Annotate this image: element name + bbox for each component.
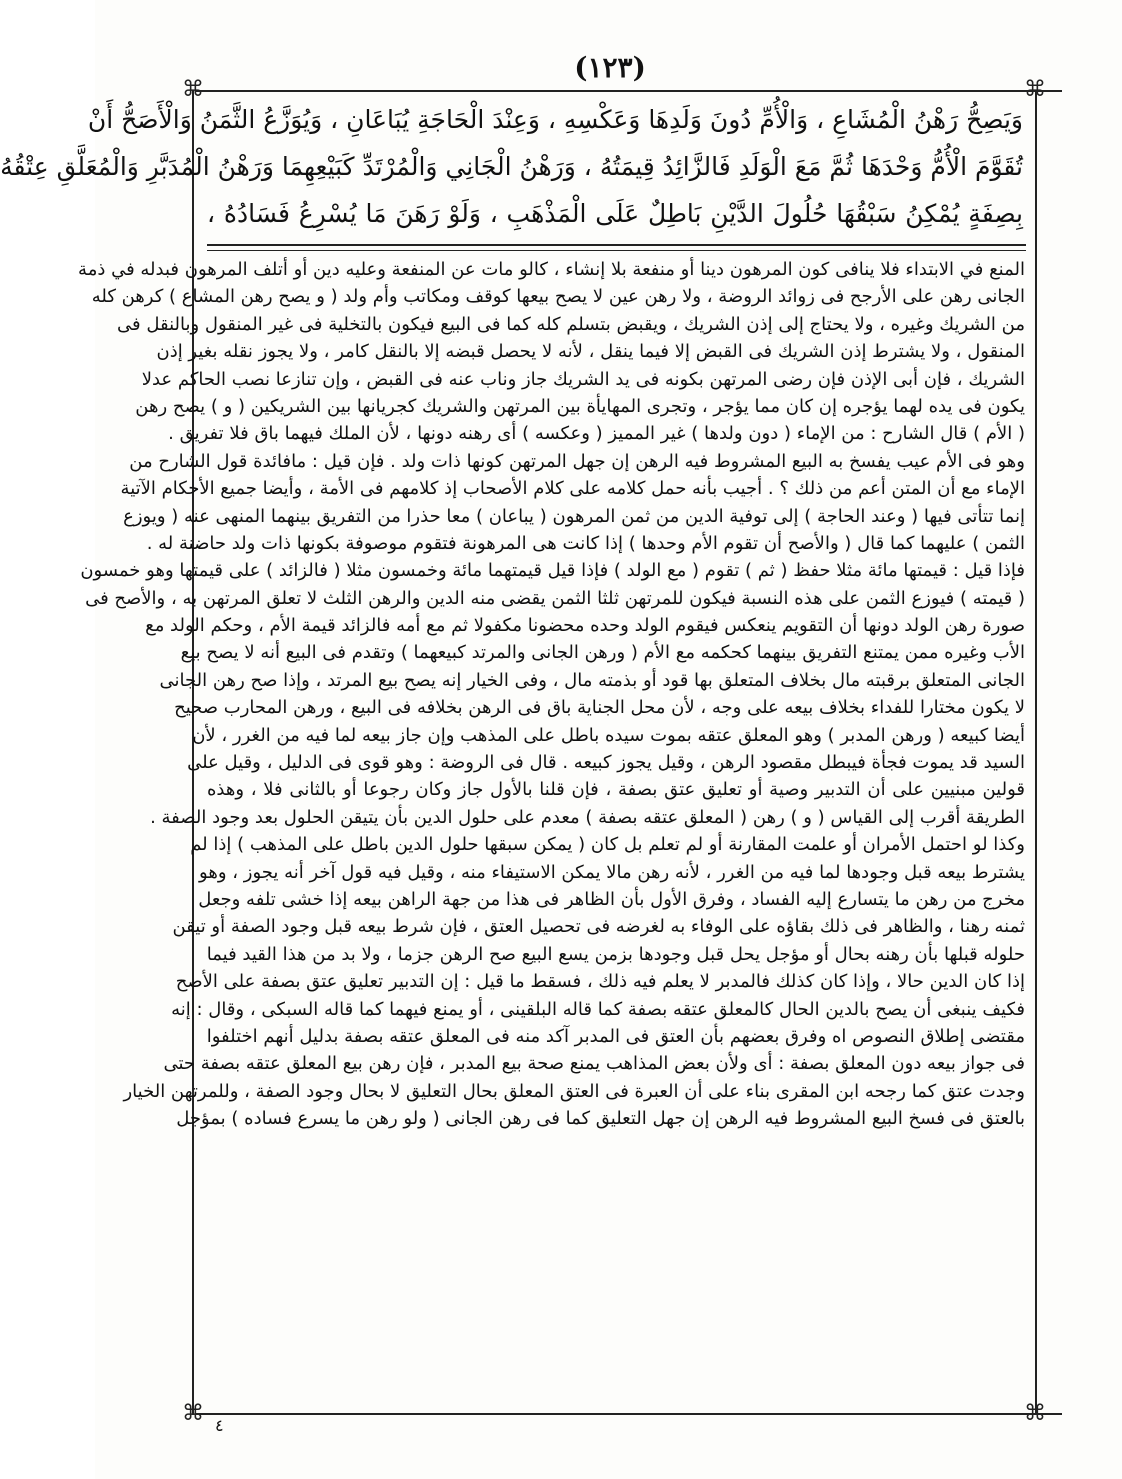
sharh-line: ( الأم ) قال الشارح : من الإماء ( دون ولدها ) غير المميز ( وعكسه ) أى رهنه دونها ، لأن الملك فيهما باق فلا تفريق . [168,423,1025,445]
sharh-line: إذا كان الدين حالا ، وإذا كان كذلك فالمدبر لا يعلم فيه ذلك ، فسقط ما قيل : إن التدبير تعليق عتق بصفة على الأصح [175,971,1025,993]
catchword: ٤ [215,1416,224,1435]
page-number: (١٢٣) [574,51,646,84]
sharh-line: حلوله قبلها بأن رهنه بحال أو مؤجل يحل قبل وجودها بزمن يسع البيع صح الرهن جزما ، ولا بد من هذا القيد فيما [206,943,1025,965]
frame-top-rule [195,90,1062,92]
sharh-line: المنع في الابتداء فلا ينافى كون المرهون دينا أو منفعة بلا إنشاء ، كالو مات عن المنفعة وعليه دين أو أتلف المرهون فبدله في ذمة [78,259,1025,280]
sharh-line: الشريك ، فإن أبى الإذن فإن رضى المرتهن بكونه فى يد الشريك جاز وناب عنه فى القبض ، وإن تنازعا نصب الحاكم عدلا [141,368,1025,390]
sharh-line: لا يكون مختارا للفداء بخلاف بيعه على وجه ، لأن محل الجناية باق فى الرهن بخلافه فى البيع ، ورهن المحارب صحيح [174,697,1025,719]
sharh-commentary [78,256,1025,1404]
corner-ornament-icon: ⌘ [1024,77,1046,102]
sharh-line: ( قيمته ) فيوزع الثمن على هذه النسبة فيكون للمرتهن ثلثا الثمن يقضى منه الدين والرهن الثلث لا تعلق المرتهن به ، والأصح فى [85,587,1025,609]
sharh-line: مخرج من رهن ما يتسارع إليه الفساد ، وفرق الأول بأن الظاهر فى هذا من جهة الراهن بيعه إذا خشى تلفه وجعل [198,888,1025,910]
sharh-line: المنقول ، ولا يشترط إذن الشريك فى القبض إلا فيما ينقل ، لأنه لا يحصل قبضه إلا بالنقل كامر ، ولا يجوز نقله بغير إذن [156,341,1025,363]
sharh-line: الطريقة أقرب إلى القياس ( و ) رهن ( المعلق عتقه بصفة ) معدم على حلول الدين بأن يتيقن الحلول بعد وجود الصفة . [150,806,1025,828]
corner-ornament-icon: ⌘ [182,77,204,102]
matn-line: بِصِفَةٍ يُمْكِنُ سَبْقُهَا حُلُولَ الدَّيْنِ بَاطِلٌ عَلَى الْمَذْهَبِ ، وَلَوْ رَهَنَ مَا يُسْرِعُ فَسَادُهُ ، [207,199,1023,228]
sharh-line: فإذا قيل : قيمتها مائة مثلا حفظ ( ثم ) تقوم ( مع الولد ) فإذا قيل قيمتهما مائة وخمسون مثلا ( فالزائد ) على قيمتها وهو خمسون [80,560,1025,582]
sharh-line: فى جواز بيعه دون المعلق بصفة : أى ولأن بعض المذاهب يمنع صحة بيع المدبر ، فإن رهن بيع المعلق عتقه بصفة حتى [163,1053,1025,1075]
sharh-line: يكون فى يده لهما يؤجره إن كان مما يؤجر ، وتجرى المهايأة بين المرتهن والشريك كجريانها بين الشريكين ( و ) يصح رهن [135,395,1025,417]
sharh-line: وهو فى الأم عيب يفسخ به البيع المشروط فيه الرهن إن جهل المرتهن كونها ذات ولد . فإن قيل : مافائدة قول الشارح من [129,450,1025,472]
sharh-line: الجانى رهن على الأرجح فى زوائد الروضة ، ولا رهن عين لا يصح بيعها كوقف ومكاتب وأم ولد ( و يصح رهن المشاع ) كرهن كله [91,286,1025,308]
sharh-line: الجانى المتعلق برقبته مال بخلاف المتعلق بها قود أو بذمته مال ، وفى الخيار إنه يصح بيع المرتد ، وإذا صح رهن الجانى [159,669,1025,691]
sharh-line: قولين مبنيين على أن التدبير وصية أو تعليق عتق بصفة ، فإن قلنا بالأول جاز وكان رجوعا أو بالثانى فلا ، وهذه [207,779,1025,801]
sharh-line: وجدت عتق كما رجحه ابن المقرى بناء على أن العبرة فى العتق المعلق بحال التعليق لا بحال وجود الصفة ، وللمرتهن الخيار [123,1080,1025,1102]
sharh-line: أيضا كبيعه ( ورهن المدبر ) وهو المعلق عتقه بموت سيده باطل على المذهب وإن جاز بيعه لما فيه من الغرر ، لأن [192,724,1025,746]
sharh-line: من الشريك وغيره ، ولا يحتاج إلى إذن الشريك ، ويقبض بتسلم كله كما فى البيع فيكون بالتخلية فى غير المنقول وبالنقل فى [117,313,1025,335]
sharh-line: بالعتق فى فسخ البيع المشروط فيه الرهن إن جهل التعليق كما فى رهن الجانى ( ولو رهن ما يسرع فساده ) بمؤجل [176,1108,1025,1130]
sharh-line: مقتضى إطلاق النصوص اه وفرق بعضهم بأن العتق فى المدبر آكد منه فى المعلق عتقه بصفة بدليل أنهم اختلفوا [206,1025,1025,1047]
sharh-line: صورة رهن الولد دونها أن التقويم ينعكس فيقوم الولد وحده محضونا مكفولا ثم مع أمه فالزائد قيمة الأم ، وحكم الولد مع [145,615,1025,637]
sharh-line: فكيف ينبغى أن يصح بالدين الحال كالمعلق عتقه بصفة كما قاله البلقينى ، أو يمنع فيهما كما قاله السبكى ، وقال : إنه [171,998,1025,1020]
sharh-line: الإماء مع أن المتن أعم من ذلك ؟ . أجيب بأنه حمل كلامه على كلام الأصحاب إذ كلامهم فى الأمة ، وأيضا جميع الأحكام الآتية [120,478,1025,500]
sharh-line: إنما تتأتى فيها ( وعند الحاجة ) إلى توفية الدين من ثمن المرهون ( يباعان ) معا حذرا من التفريق بينهما المنهى عنه ( ويوزع [123,505,1025,527]
frame-right-rule [1035,90,1037,1415]
section-divider-thin [207,250,1026,251]
section-divider [207,244,1026,246]
frame-bottom-rule [195,1413,1062,1415]
matn-text [0,96,1023,244]
corner-ornament-icon: ⌘ [182,1401,204,1426]
sharh-line: الأب وغيره ممن يمتنع التفريق بينهما كحكمه مع الأم ( ورهن الجانى والمرتد كبيعهما ) وتقدم فى البيع أنه لا يصح بيع [180,642,1025,664]
sharh-line: السيد قد يموت فجأة فيبطل مقصود الرهن ، وقيل يجوز كبيعه . قال فى الروضة : وهو قوى فى الدليل ، وقيل على [187,752,1025,774]
matn-line: وَيَصِحُّ رَهْنُ الْمُشَاعِ ، وَالْأُمِّ دُونَ وَلَدِهَا وَعَكْسِهِ ، وَعِنْدَ الْحَاجَةِ يُبَاعَانِ ، وَيُوَزَّعُ الثَّمَنُ وَالْأَصَحُّ أَنْ [87,105,1023,134]
sharh-line: يشترط بيعه قبل وجودها لما فيه من الغرر ، لأنه رهن مالا يمكن الاستيفاء منه ، وقيل فيه قول آخر أنه يجوز ، وهو [199,861,1025,883]
matn-line: تُقَوَّمَ الْأُمُّ وَحْدَهَا ثُمَّ مَعَ الْوَلَدِ فَالزَّائِدُ قِيمَتُهُ ، وَرَهْنُ الْجَانِي وَالْمُرْتَدِّ كَبَيْعِهِمَا وَرَهْنُ الْمُدَبَّرِ وَالْمُعَلَّقِ عِتْقُهُ [0,152,1023,181]
sharh-line: وكذا لو احتمل الأمران أو علمت المقارنة أو لم تعلم بل كان ( يمكن سبقها حلول الدين باطل على المذهب ) إذا لم [190,834,1025,856]
sharh-line: ثمنه رهنا ، والظاهر فى ذلك بقاؤه على الوفاء به لغرضه فى تحصيل العتق ، فإن شرط بيعه قبل وجود الصفة أو تيقن [172,916,1025,938]
corner-ornament-icon: ⌘ [1024,1401,1046,1426]
sharh-line: الثمن ) عليهما كما قال ( والأصح أن تقوم الأم وحدها ) إذا كانت هى المرهونة فتقوم موصوفة بكونها ذات ولد حاضنة له . [146,532,1025,554]
